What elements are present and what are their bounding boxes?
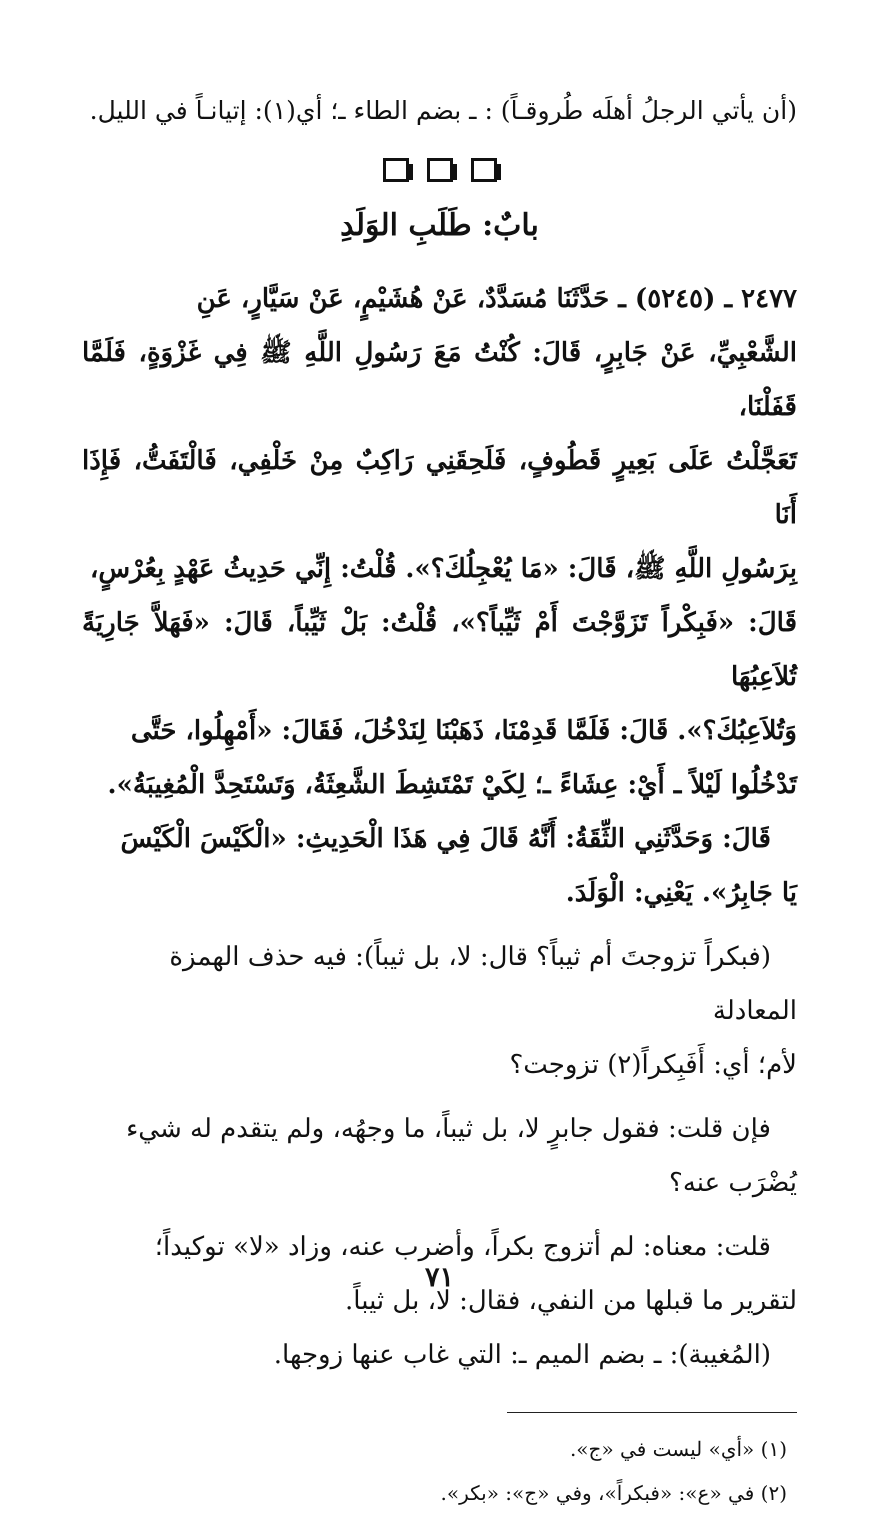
commentary-line: لتقرير ما قبلها من النفي، فقال: لا، بل ثيباً. bbox=[345, 1286, 797, 1316]
commentary-line: قلت: معناه: لم أتزوج بكراً، وأضرب عنه، وزاد «لا» توكيداً؛ bbox=[154, 1232, 771, 1262]
hadith-text bbox=[82, 272, 797, 920]
commentary-line: لأم؛ أي: أَفَبِكراً(٢) تزوجت؟ bbox=[509, 1050, 797, 1080]
commentary-paragraph bbox=[82, 1328, 797, 1382]
page-number: ٧١ bbox=[424, 1262, 454, 1293]
commentary-paragraph bbox=[82, 1102, 797, 1210]
commentary-line: (المُغيبة): ـ بضم الميم ـ: التي غاب عنها زوجها. bbox=[273, 1340, 771, 1370]
footnotes bbox=[82, 1427, 797, 1515]
hadith-line: قَالَ: وَحَدَّثَنِي الثِّقَةُ: أَنَّهُ قَالَ فِي هَذَا الْحَدِيثِ: «الْكَيْسَ الْكَيْسَ bbox=[120, 824, 771, 854]
hadith-line: ٢٤٧٧ ـ (٥٢٤٥) ـ حَدَّثَنَا مُسَدَّدٌ، عَنْ هُشَيْمٍ، عَنْ سَيَّارٍ، عَنِ bbox=[196, 284, 797, 314]
commentary-line: يُضْرَب عنه؟ bbox=[669, 1168, 797, 1198]
square-ornament-icon bbox=[383, 158, 409, 182]
hadith-line: وَتُلاَعِبُكَ؟». قَالَ: فَلَمَّا قَدِمْنَا، ذَهَبْنَا لِنَدْخُلَ، فَقَالَ: «أَمْهِلُوا، حَتَّى bbox=[130, 716, 797, 746]
commentary-line: (فبكراً تزوجتَ أم ثيباً؟ قال: لا، بل ثيباً): فيه حذف الهمزة المعادلة bbox=[169, 942, 797, 1026]
hadith-line: الشَّعْبِيِّ، عَنْ جَابِرٍ، قَالَ: كُنْتُ مَعَ رَسُولِ اللَّهِ ﷺ فِي غَزْوَةٍ، فَلَمَّا قَفَلْنَا، bbox=[82, 338, 797, 422]
hadith-line: تَدْخُلُوا لَيْلاً ـ أَيْ: عِشَاءً ـ؛ لِكَيْ تَمْتَشِطَ الشَّعِثَةُ، وَتَسْتَحِدَّ الْمُغِيبَةُ». bbox=[107, 770, 797, 800]
square-ornament-icon bbox=[427, 158, 453, 182]
section-separator bbox=[82, 158, 797, 182]
footnote: (٢) في «ع»: «فبكراً»، وفي «ج»: «بكر». bbox=[440, 1481, 787, 1505]
hadith-line: يَا جَابِرُ». يَعْنِي: الْوَلَدَ. bbox=[565, 878, 797, 908]
footnote-divider bbox=[507, 1412, 797, 1413]
hadith-line: بِرَسُولِ اللَّهِ ﷺ، قَالَ: «مَا يُعْجِلُكَ؟». قُلْتُ: إِنِّي حَدِيثُ عَهْدٍ بِعُرْسٍ، bbox=[89, 554, 797, 584]
commentary-line: فإن قلت: فقول جابرٍ لا، بل ثيباً، ما وجهُه، ولم يتقدم له شيء bbox=[126, 1114, 771, 1144]
intro-line: (أن يأتي الرجلُ أهلَه طُروقـاً) : ـ بضم الطاء ـ؛ أي(١): إتيانـاً في الليل. bbox=[89, 96, 797, 125]
hadith-line: قَالَ: «فَبِكْراً تَزَوَّجْتَ أَمْ ثَيِّباً؟»، قُلْتُ: بَلْ ثَيِّباً، قَالَ: «فَهَلاَّ جَارِيَةً تُلاَعِبُهَا bbox=[82, 608, 797, 692]
hadith-line: تَعَجَّلْتُ عَلَى بَعِيرٍ قَطُوفٍ، فَلَحِقَنِي رَاكِبٌ مِنْ خَلْفِي، فَالْتَفَتُّ، فَإِذَا أَنَا bbox=[82, 446, 797, 530]
square-ornament-icon bbox=[471, 158, 497, 182]
chapter-title: بابٌ: طَلَبِ الوَلَدِ bbox=[340, 208, 539, 243]
footnote: (١) «أي» ليست في «ج». bbox=[569, 1437, 787, 1461]
commentary-paragraph bbox=[82, 930, 797, 1092]
